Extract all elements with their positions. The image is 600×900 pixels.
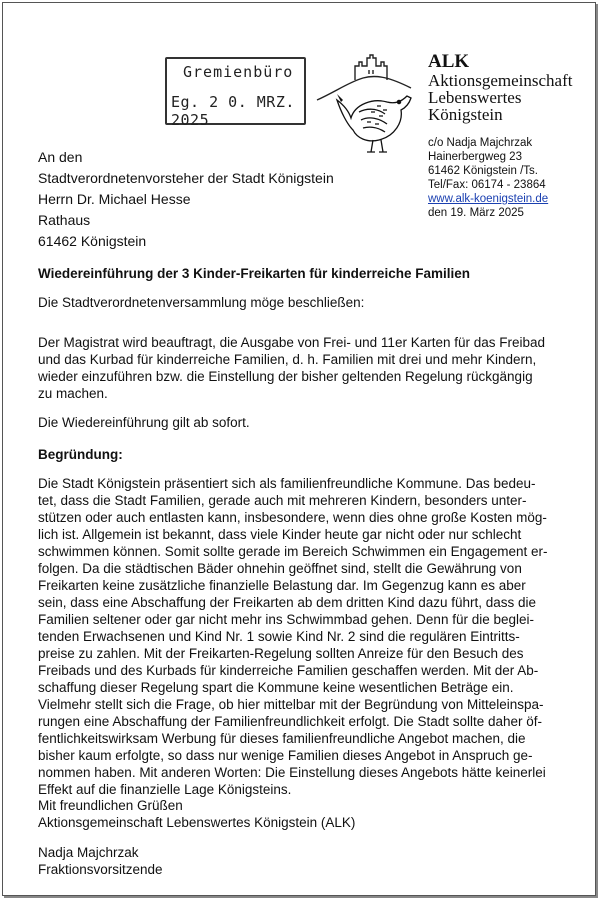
received-stamp <box>165 57 306 129</box>
text-line: schaffung dieser Regelung spart die Kommune keine wesentlichen Beträge ein. <box>38 680 514 695</box>
text-line: Der Magistrat wird beauftragt, die Ausgabe von Frei- und 11er Karten für das Freibad <box>38 335 546 350</box>
contact-block <box>428 136 548 220</box>
reason-text <box>38 475 563 798</box>
letter-date: den 19. März 2025 <box>428 207 524 219</box>
stamp-date: Eg. 2 0. MRZ. 2025 <box>171 93 295 129</box>
text-line: stützen oder auch entlasten kann, insbesondere, wenn dies ohne große Kosten mög- <box>38 510 547 525</box>
effective-statement: Die Wiedereinführung gilt ab sofort. <box>38 415 250 430</box>
recipient-line: 61462 Königstein <box>38 233 147 249</box>
text-line: preise zu zahlen. Mit der Freikarten-Regelung sollten Anreize für den Besuch des <box>38 646 524 661</box>
text-line: Die Stadt Königstein präsentiert sich als familienfreundliche Kommune. Das bedeu- <box>38 476 536 491</box>
website-link[interactable]: www.alk-koenigstein.de <box>428 193 549 205</box>
text-line: rungen eine Abschaffung der Familienfreundlichkeit erfolgt. Die Stadt sollte daher öf- <box>38 714 543 729</box>
org-name-line: Aktionsgemeinschaft <box>428 71 573 90</box>
motion-text <box>38 334 563 402</box>
bird-castle-logo-icon <box>315 52 427 157</box>
text-line: nommen haben. Mit anderen Worten: Die Einstellung dieses Angebots hätte keinerlei <box>38 765 546 780</box>
contact-phone: Tel/Fax: 06174 - 23864 <box>428 179 546 191</box>
text-line: tenden Erwachsenen und Kind Nr. 1 sowie Kind Nr. 2 sind die regulären Eintritts- <box>38 629 520 644</box>
recipient-line: Rathaus <box>38 212 91 228</box>
text-line: zu machen. <box>38 386 108 401</box>
contact-street: Hainerbergweg 23 <box>428 151 522 163</box>
recipient-line: An den <box>38 149 83 165</box>
recipient-address <box>38 147 334 252</box>
text-line: bisher kaum erfolgte, so dass nur wenige Familien dieses Angebot in Anspruch ge- <box>38 748 533 763</box>
stamp-office: Gremienbüro <box>183 63 294 81</box>
organization-block <box>428 52 572 123</box>
text-line: fentlichkeitswirksam Werbung für dieses familienfreundliche Angebot machen, die <box>38 731 526 746</box>
contact-co: c/o Nadja Majchrzak <box>428 137 533 149</box>
reason-heading: Begründung: <box>38 447 123 462</box>
contact-city: 61462 Königstein /Ts. <box>428 165 538 177</box>
text-line: tet, dass die Stadt Familien, gerade auch mit mehreren Kindern, besonders unter- <box>38 493 527 508</box>
text-line: und das Kurbad für kinderreiche Familien, d. h. Familien mit drei und mehr Kindern, <box>38 352 537 367</box>
text-line: lich ist. Allgemein ist bekannt, dass viele Kinder heute gar nicht oder nur schlecht <box>38 527 522 542</box>
signer-title: Fraktionsvorsitzende <box>38 862 163 877</box>
recipient-line: Stadtverordnetenvorsteher der Stadt Königstein <box>38 170 334 186</box>
text-line: wieder einzuführen bzw. die Einstellung der bisher geltenden Regelung rückgängig <box>38 369 533 384</box>
signer-block <box>38 844 163 878</box>
closing-greeting: Mit freundlichen Grüßen <box>38 798 183 813</box>
text-line: Freikarten keine zusätzliche finanzielle Belastung dar. Im Gegenzug kann es aber <box>38 578 526 593</box>
org-name-line: Lebenswertes <box>428 88 522 107</box>
text-line: Familien seltener oder gar nicht mehr ins Schwimmbad gehen. Denn für die beglei- <box>38 612 534 627</box>
text-line: Vielmehr stellt sich die Frage, ob hier mittelbar mit der Begründung von Mitteleinspa- <box>38 697 544 712</box>
org-short-name: ALK <box>428 51 470 72</box>
signer-name: Nadja Majchrzak <box>38 845 139 860</box>
text-line: folgen. Da die städtischen Bäder ohnehin geöffnet sind, stellt die Gewährung von <box>38 561 522 576</box>
text-line: sein, dass eine Abschaffung der Freikarten ab dem dritten Kind dazu führt, dass die <box>38 595 537 610</box>
closing-block <box>38 797 355 831</box>
text-line: schwimmen können. Somit sollte gerade im Bereich Schwimmen ein Engagement er- <box>38 544 548 559</box>
org-name-line: Königstein <box>428 105 503 124</box>
subject-heading: Wiedereinführung der 3 Kinder-Freikarten für kinderreiche Familien <box>38 266 470 281</box>
recipient-line: Herrn Dr. Michael Hesse <box>38 191 191 207</box>
motion-intro: Die Stadtverordnetenversammlung möge beschließen: <box>38 295 365 310</box>
closing-org: Aktionsgemeinschaft Lebenswertes Königstein (ALK) <box>38 815 356 830</box>
text-line: Freibads und des Kurbads für kinderreiche Familien geschaffen werden. Mit der Ab- <box>38 663 539 678</box>
text-line: Effekt auf die finanzielle Lage Königsteins. <box>38 782 292 797</box>
